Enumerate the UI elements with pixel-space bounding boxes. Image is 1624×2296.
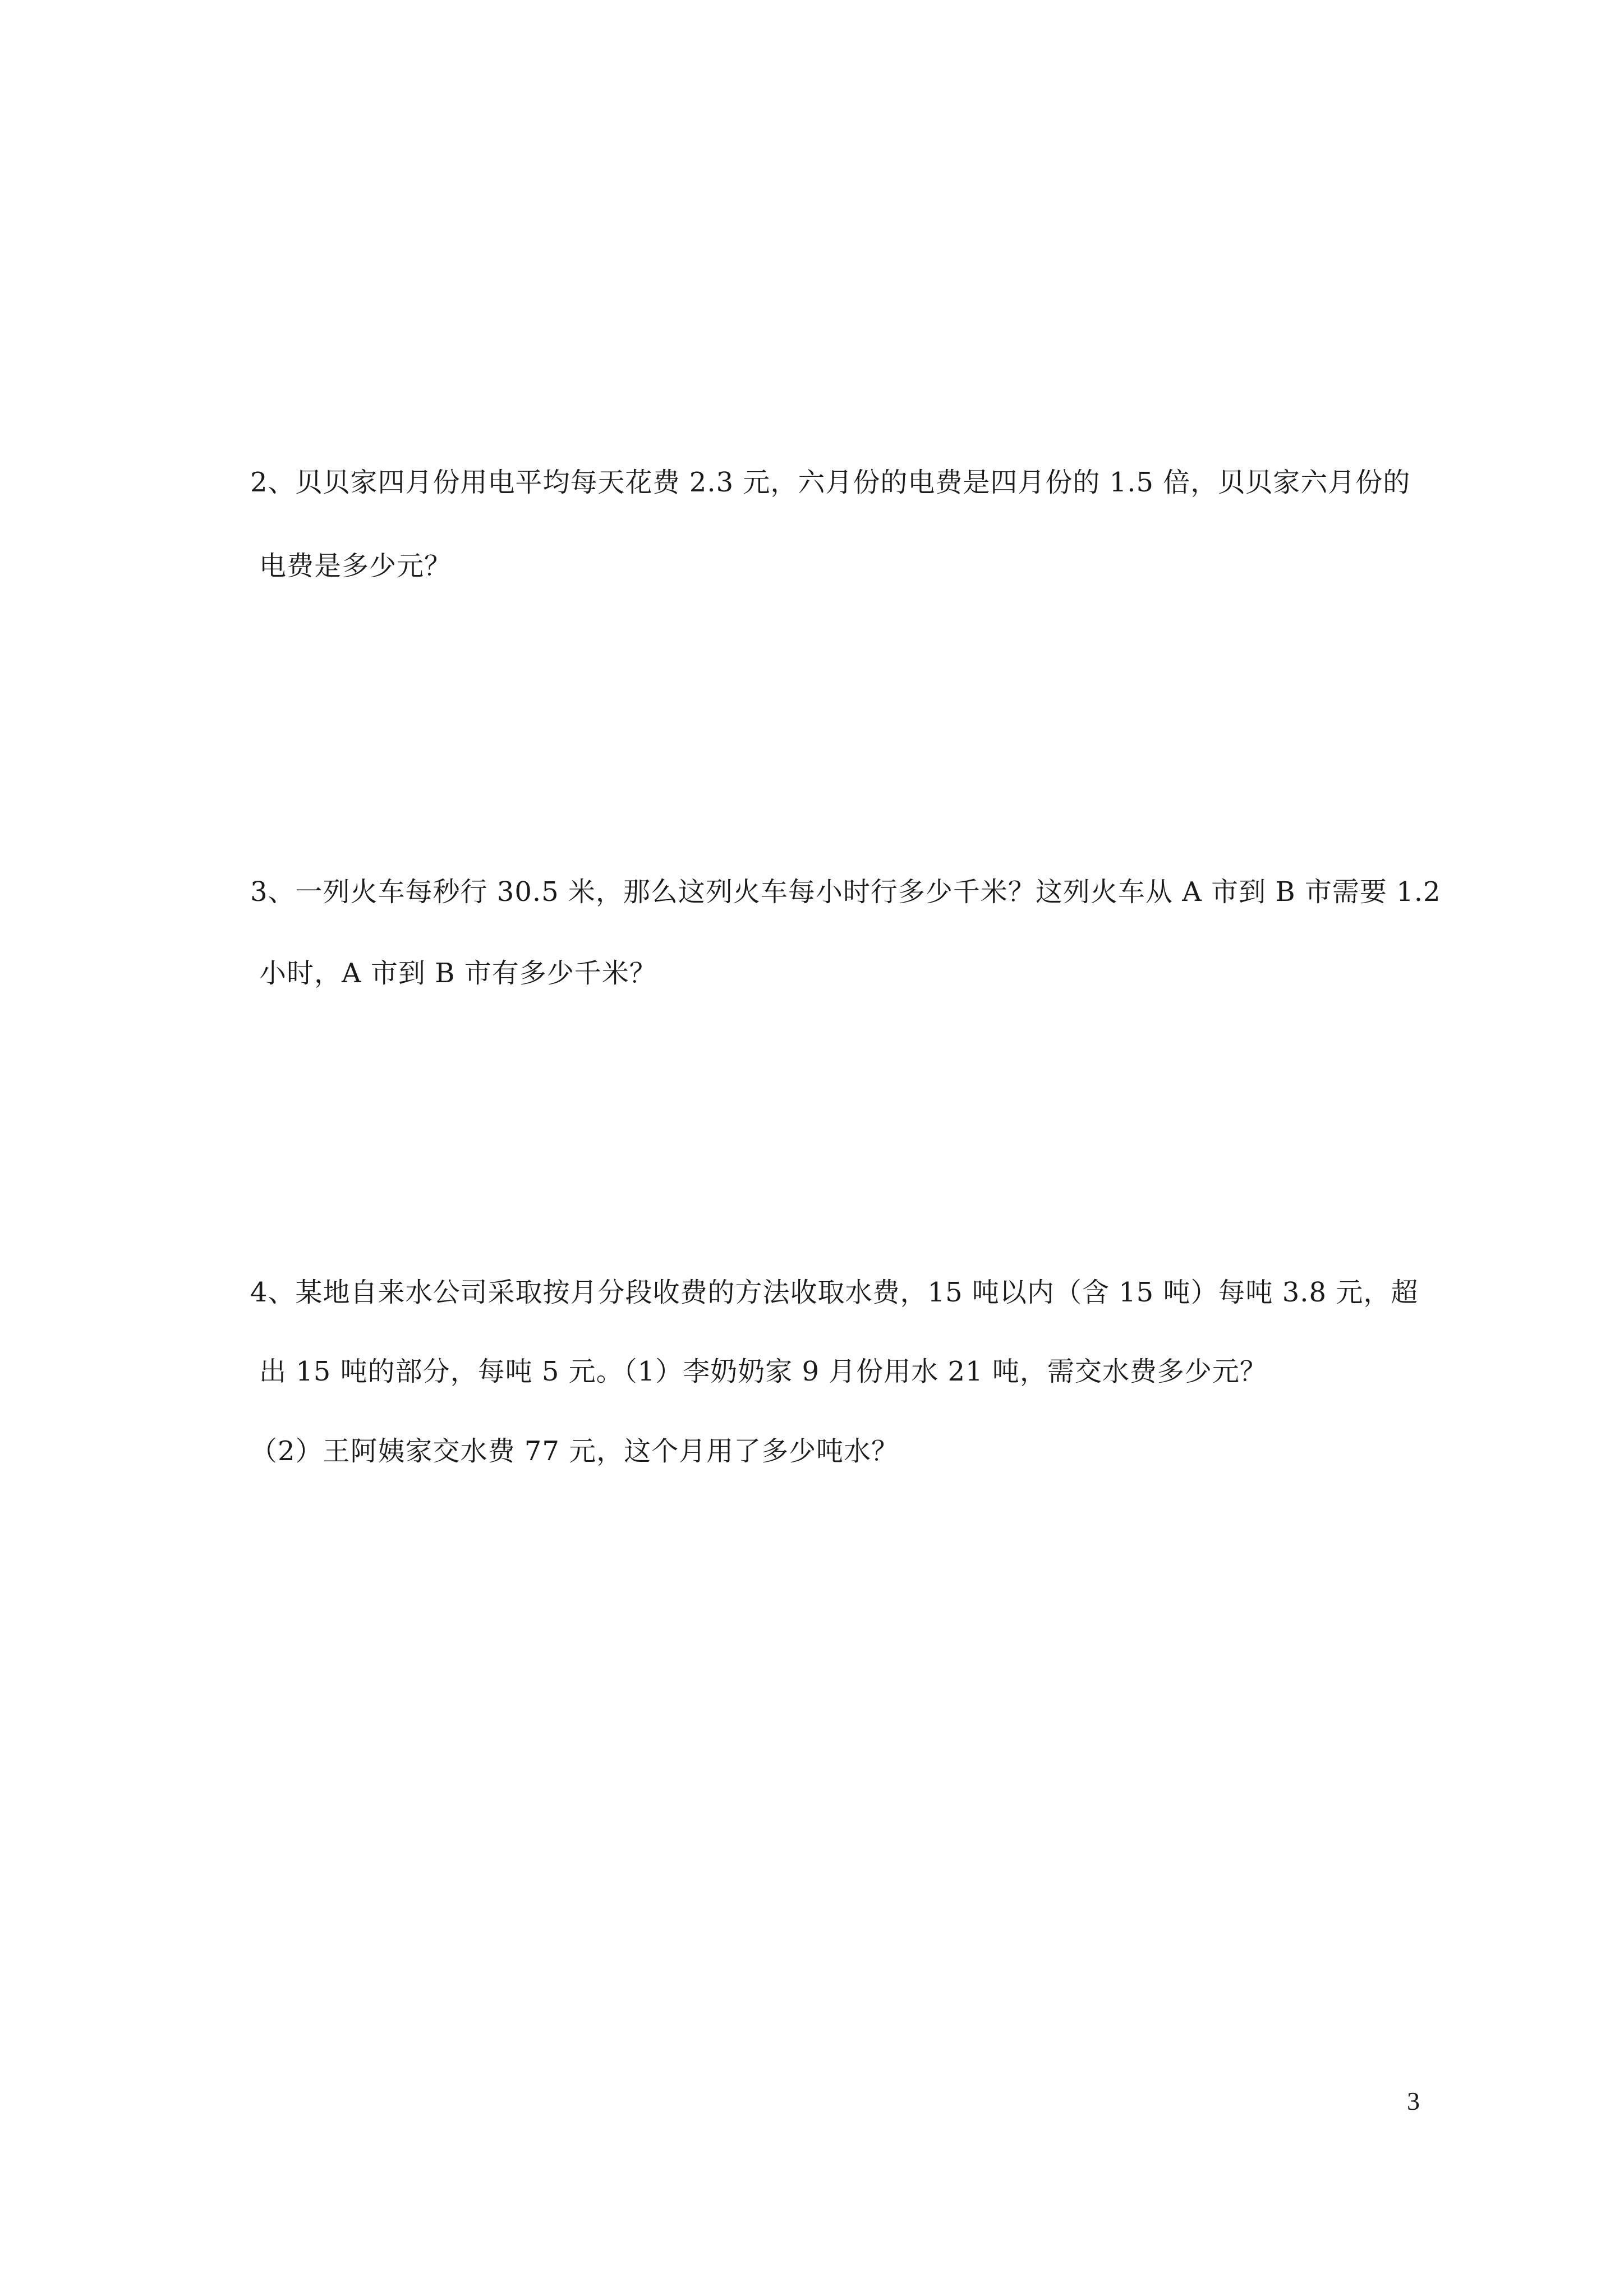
question-3-line-2: 小时，A 市到 B 市有多少千米？ bbox=[259, 958, 657, 989]
question-3-line-1: 3、一列火车每秒行 30.5 米，那么这列火车每小时行多少千米？这列火车从 A 市到 B 市需要 1.2 bbox=[250, 876, 1441, 908]
question-2-line-1: 2、贝贝家四月份用电平均每天花费 2.3 元，六月份的电费是四月份的 1.5 倍，贝贝家六月份的 bbox=[250, 467, 1411, 498]
question-4-line-3: （2）王阿姨家交水费 77 元，这个月用了多少吨水？ bbox=[250, 1435, 899, 1467]
question-2-line-2: 电费是多少元？ bbox=[259, 550, 452, 582]
question-4-line-1: 4、某地自来水公司采取按月分段收费的方法收取水费，15 吨以内（含 15 吨）每吨 3.8 元，超 bbox=[250, 1277, 1419, 1308]
question-4-line-2: 出 15 吨的部分，每吨 5 元。（1）李奶奶家 9 月份用水 21 吨，需交水费多少元？ bbox=[259, 1356, 1267, 1387]
page-number: 3 bbox=[1407, 2087, 1420, 2115]
